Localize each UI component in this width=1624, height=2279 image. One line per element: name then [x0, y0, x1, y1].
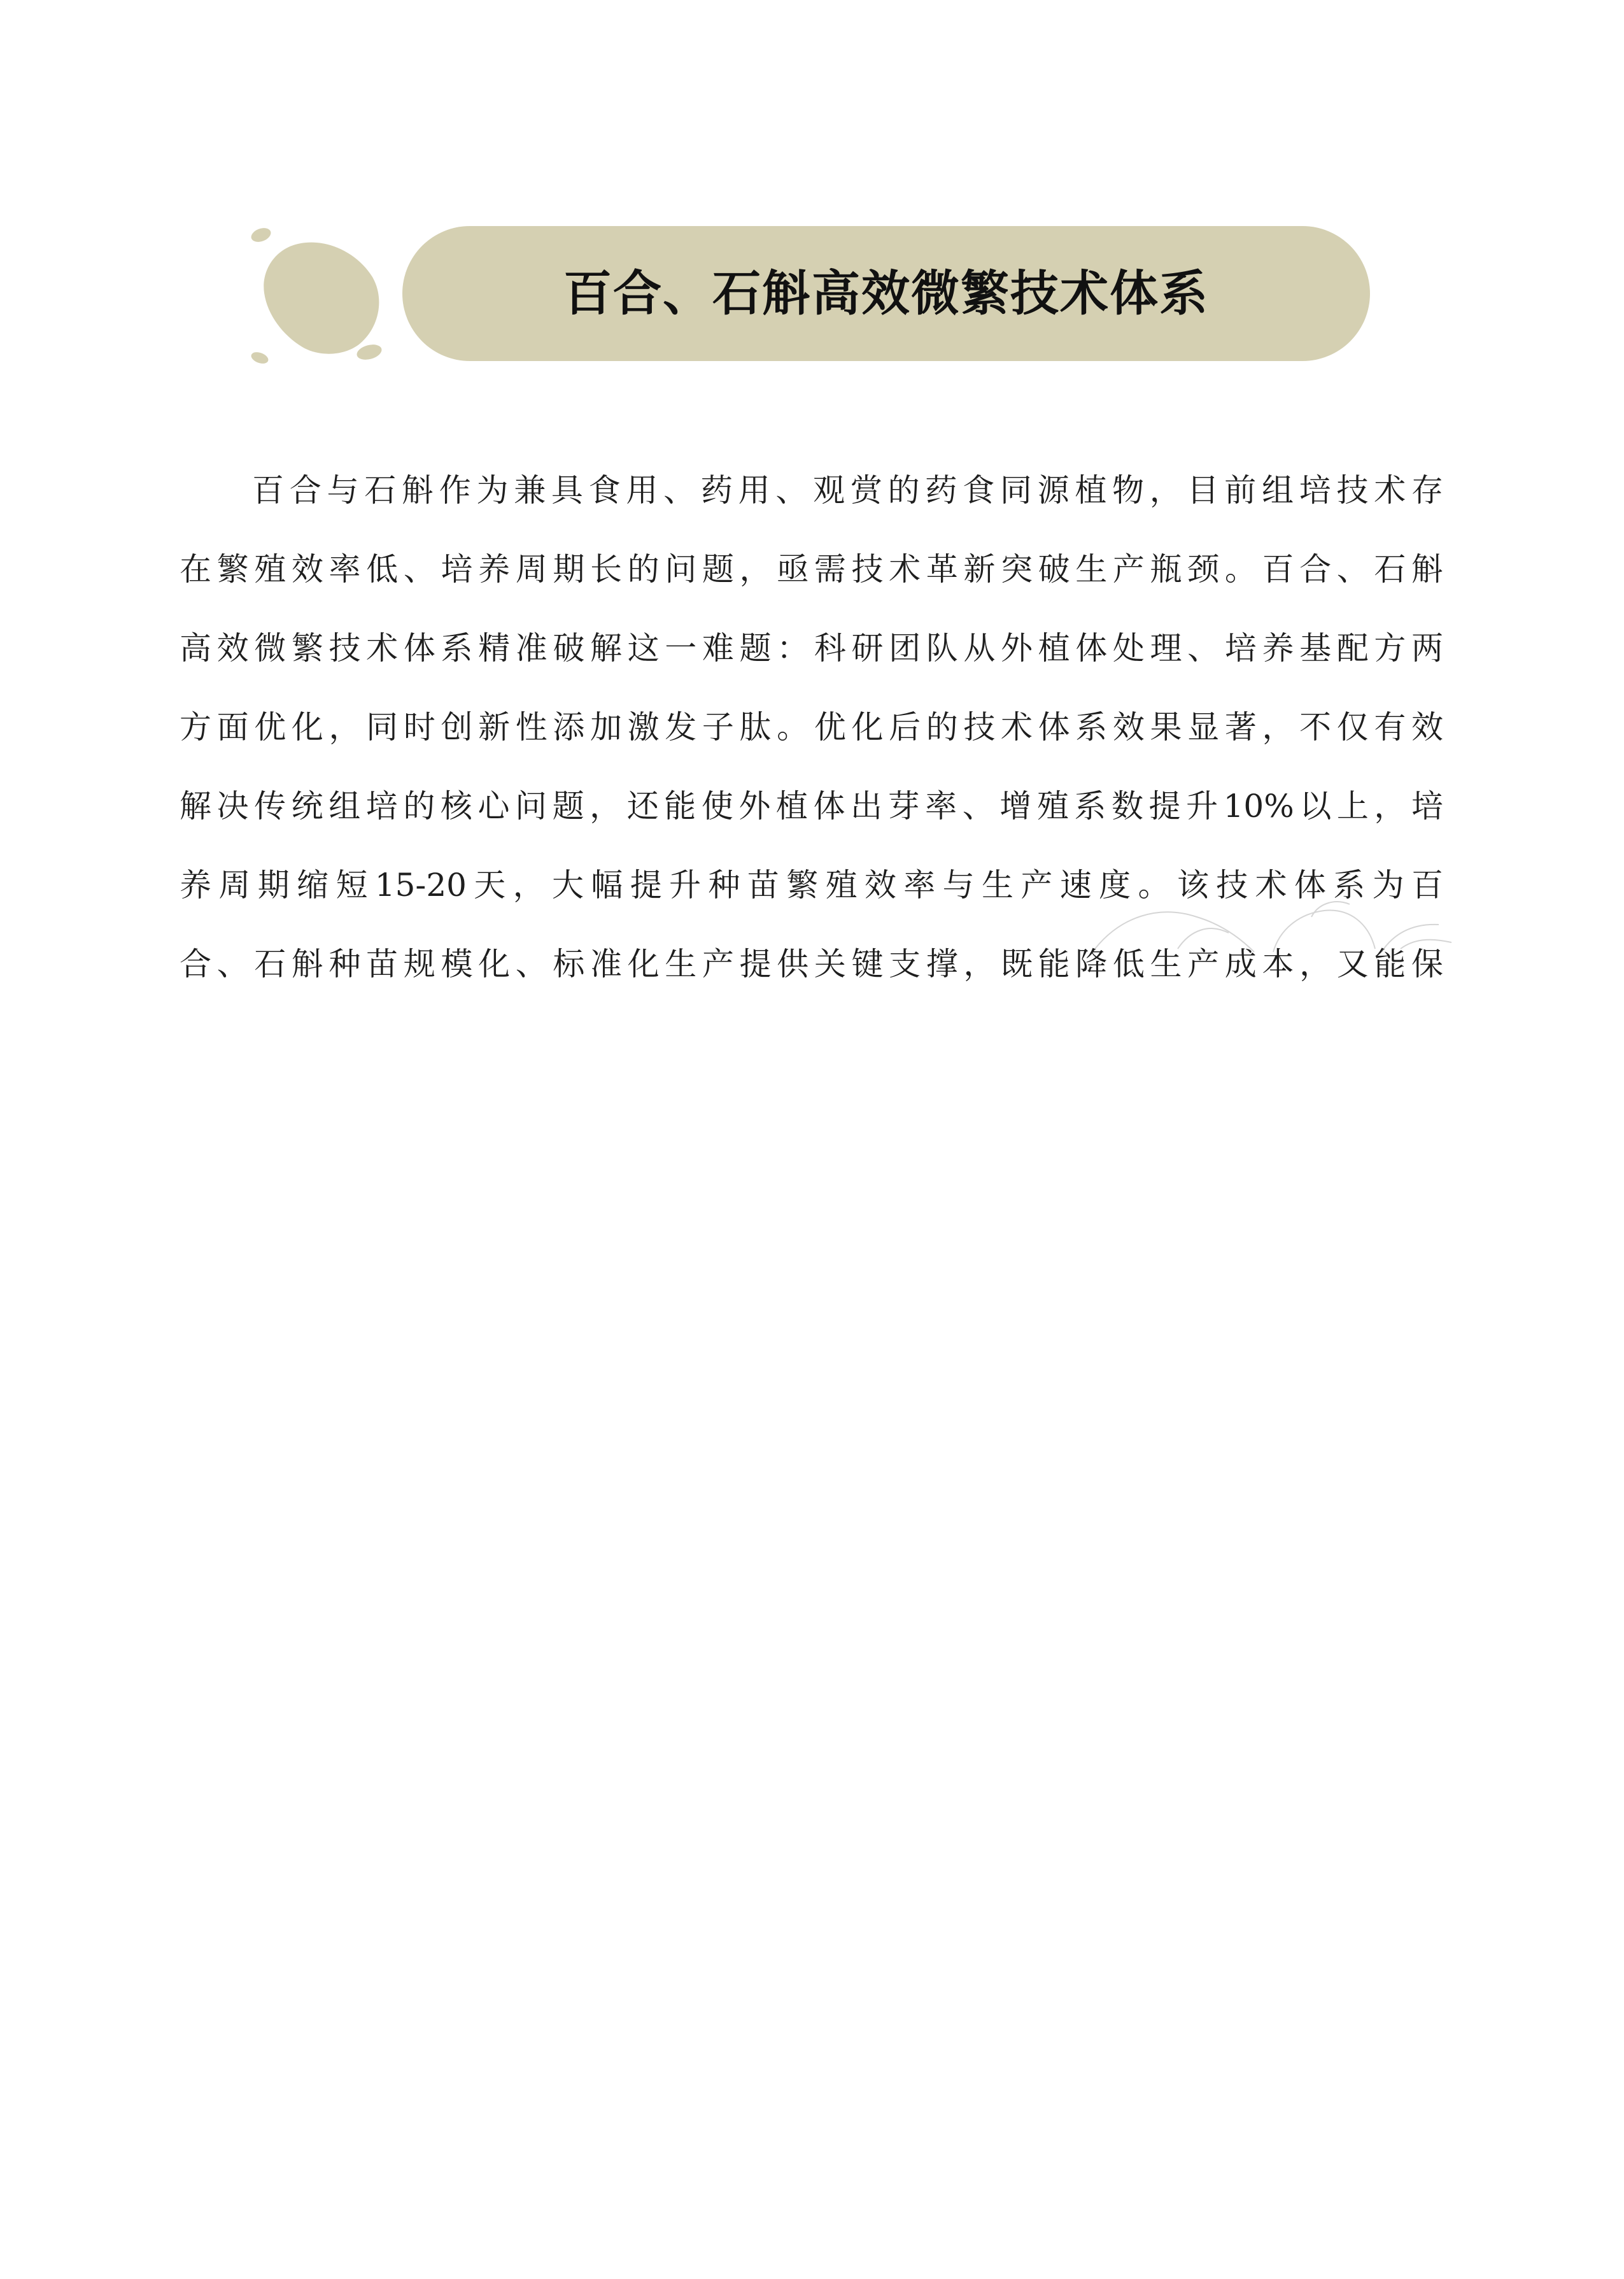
body-line: 百合与石斛作为兼具食用、药用、观赏的药食同源植物，目前组培技术存: [252, 472, 1443, 509]
body-line: 解决传统组培的核心问题，还能使外植体出芽率、增殖系数提升10%以上，培: [180, 788, 1443, 825]
decoration-blob: [264, 243, 379, 354]
sketch-stroke: [1381, 925, 1439, 952]
body-line: 合、石斛种苗规模化、标准化生产提供关键支撑，既能降低生产成本，又能保: [180, 946, 1443, 983]
title-decoration-icon: [248, 226, 395, 373]
sketch-stroke: [1095, 912, 1254, 952]
body-line: 在繁殖效率低、培养周期长的问题，亟需技术革新突破生产瓶颈。百合、石斛: [180, 551, 1443, 588]
sketch-stroke: [1401, 940, 1451, 949]
decoration-dot-top: [250, 226, 273, 245]
flower-sketch-watermark: [1082, 879, 1464, 955]
sketch-stroke: [1273, 911, 1375, 952]
sketch-stroke: [1178, 928, 1229, 949]
body-line: 高效微繁技术体系精准破解这一难题：科研团队从外植体处理、培养基配方两: [180, 630, 1443, 667]
page-title: 百合、石斛高效微繁技术体系: [563, 265, 1209, 322]
sketch-stroke: [1311, 902, 1350, 917]
body-line: 方面优化，同时创新性添加激发子肽。优化后的技术体系效果显著，不仅有效: [180, 709, 1443, 746]
decoration-dot-bottom-right: [355, 342, 383, 362]
body-line: 养周期缩短15-20天，大幅提升种苗繁殖效率与生产速度。该技术体系为百: [180, 867, 1443, 904]
decoration-dot-bottom-left: [250, 350, 270, 366]
